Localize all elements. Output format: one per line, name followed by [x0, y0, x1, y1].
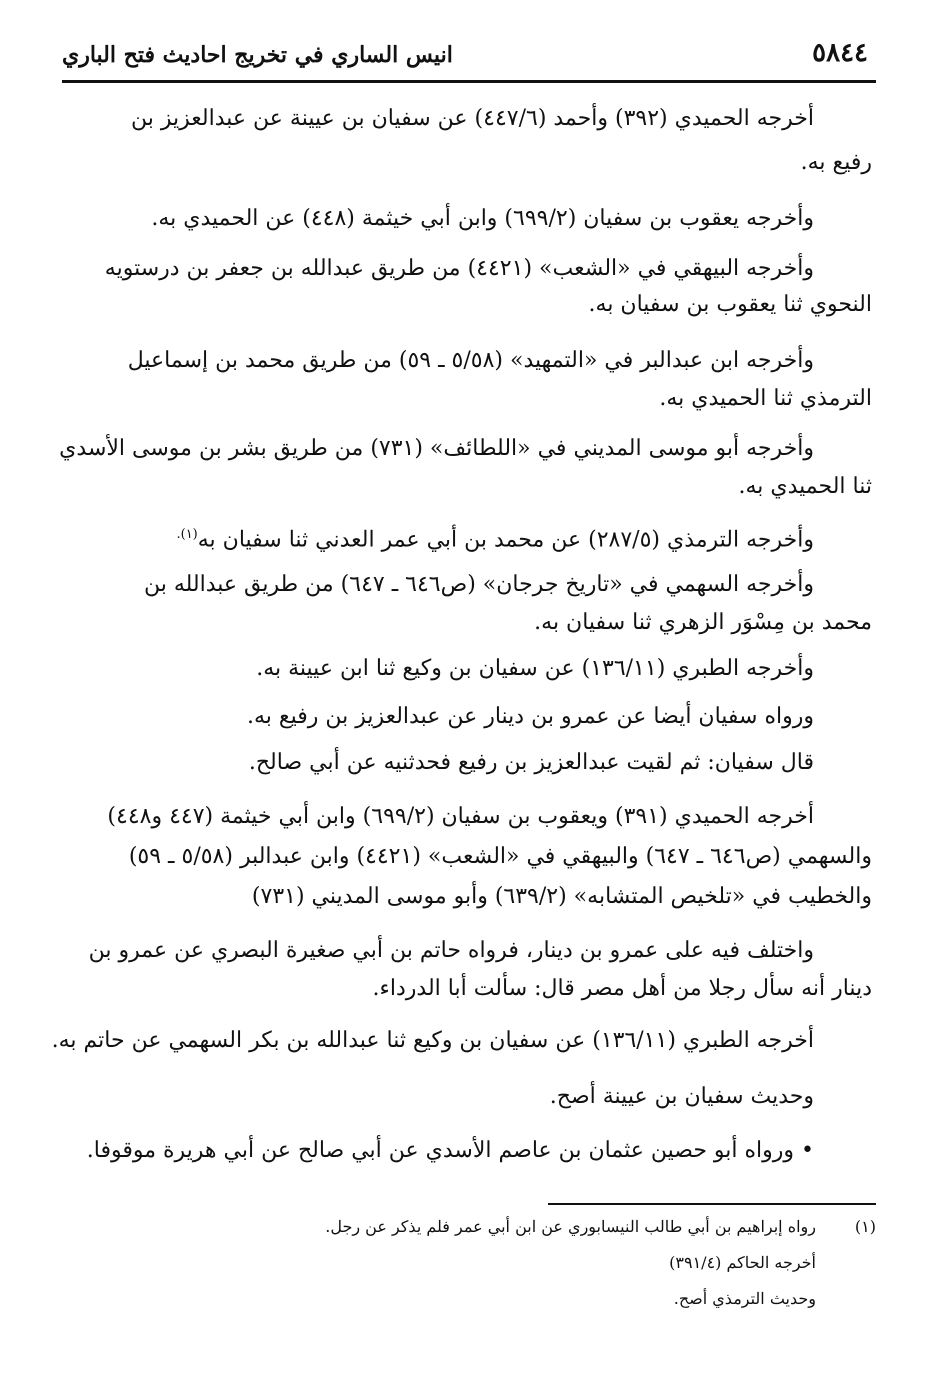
footnote-line: أخرجه الحاكم (٣٩١/٤)	[669, 1253, 816, 1272]
text-line: وأخرجه الطبري (١٣٦/١١) عن سفيان بن وكيع ثنا ابن عيينة به.	[256, 656, 814, 681]
header-rule	[62, 80, 876, 83]
text-line: دينار أنه سأل رجلا من أهل مصر قال: سألت أبا الدرداء.	[372, 976, 872, 1001]
text-line: رفيع به.	[800, 150, 872, 175]
footnote-rule	[548, 1203, 876, 1205]
text-line-body: وأخرجه الترمذي (٢٨٧/٥) عن محمد بن أبي عمر العدني ثنا سفيان به	[197, 527, 814, 553]
footnote-reference: (١).	[176, 527, 198, 542]
text-line: ورواه سفيان أيضا عن عمرو بن دينار عن عبدالعزيز بن رفيع به.	[246, 704, 814, 729]
text-line: والسهمي (ص٦٤٦ ـ ٦٤٧) والبيهقي في «الشعب» (٤٤٢١) وابن عبدالبر (٥/٥٨ ـ ٥٩)	[128, 844, 872, 869]
text-line: أخرجه الطبري (١٣٦/١١) عن سفيان بن وكيع ثنا عبدالله بن بكر السهمي عن حاتم به.	[51, 1028, 814, 1053]
text-line: والخطيب في «تلخيص المتشابه» (٦٣٩/٢) وأبو موسى المديني (٧٣١)	[251, 884, 872, 909]
text-line: النحوي ثنا يعقوب بن سفيان به.	[588, 292, 872, 317]
text-line	[176, 518, 814, 557]
text-line: وأخرجه السهمي في «تاريخ جرجان» (ص٦٤٦ ـ ٦٤٧) من طريق عبدالله بن	[143, 572, 814, 597]
text-line: وحديث سفيان بن عيينة أصح.	[549, 1084, 814, 1109]
text-line: أخرجه الحميدي (٣٩٢) وأحمد (٤٤٧/٦) عن سفيان بن عيينة عن عبدالعزيز بن	[131, 106, 814, 131]
text-line: أخرجه الحميدي (٣٩١) ويعقوب بن سفيان (٦٩٩/٢) وابن أبي خيثمة (٤٤٧ و٤٤٨)	[107, 804, 814, 829]
footnote-line: وحديث الترمذي أصح.	[673, 1289, 816, 1308]
text-line: محمد بن مِسْوَر الزهري ثنا سفيان به.	[534, 610, 872, 635]
text-line: وأخرجه أبو موسى المديني في «اللطائف» (٧٣١) من طريق بشر بن موسى الأسدي	[59, 436, 814, 461]
running-title: انيس الساري في تخريج احاديث فتح الباري	[62, 42, 453, 68]
text-line: وأخرجه يعقوب بن سفيان (٦٩٩/٢) وابن أبي خيثمة (٤٤٨) عن الحميدي به.	[151, 206, 814, 231]
text-line: ثنا الحميدي به.	[738, 474, 872, 499]
footnote-line: رواه إبراهيم بن أبي طالب النيسابوري عن ابن أبي عمر فلم يذكر عن رجل.	[325, 1217, 816, 1236]
text-line: وأخرجه ابن عبدالبر في «التمهيد» (٥/٥٨ ـ ٥٩) من طريق محمد بن إسماعيل	[127, 348, 814, 373]
page-number: ٥٨٤٤	[812, 38, 868, 68]
page-header	[62, 34, 876, 82]
text-line: الترمذي ثنا الحميدي به.	[659, 386, 872, 411]
text-line: قال سفيان: ثم لقيت عبدالعزيز بن رفيع فحدثنيه عن أبي صالح.	[248, 750, 814, 775]
text-line: • ورواه أبو حصين عثمان بن عاصم الأسدي عن أبي صالح عن أبي هريرة موقوفا.	[86, 1138, 814, 1163]
footnote-marker: (١)	[854, 1217, 876, 1236]
text-line: واختلف فيه على عمرو بن دينار، فرواه حاتم بن أبي صغيرة البصري عن عمرو بن	[88, 938, 814, 963]
text-line: وأخرجه البيهقي في «الشعب» (٤٤٢١) من طريق عبدالله بن جعفر بن درستويه	[104, 256, 814, 281]
